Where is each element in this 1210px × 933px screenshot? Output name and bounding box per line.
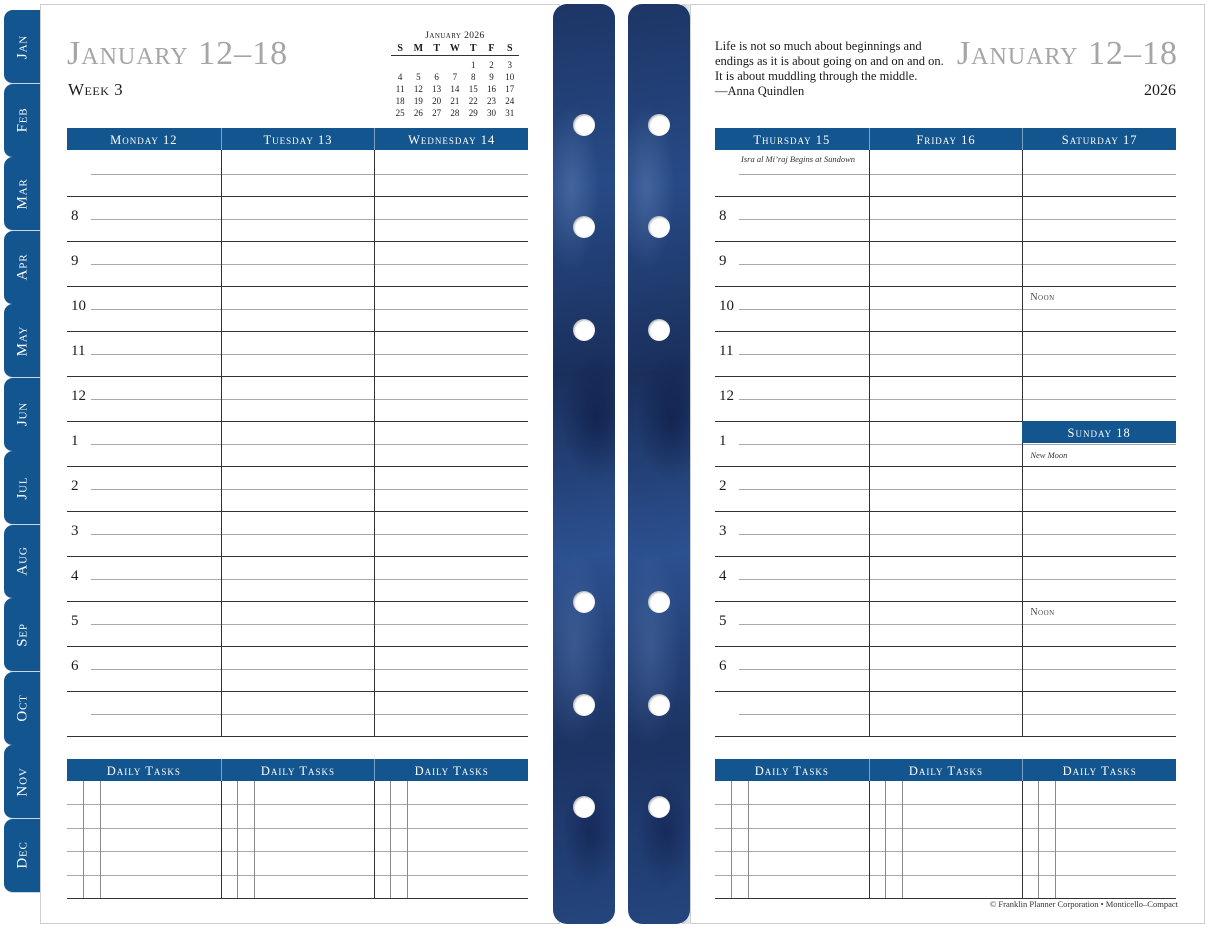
task-priority-line xyxy=(83,781,84,898)
day-header-sunday: Sunday 18 xyxy=(1022,421,1176,443)
mini-calendar-date xyxy=(391,59,409,71)
saturday-noon-label: Noon xyxy=(1030,292,1055,303)
half-hour-line xyxy=(91,354,221,355)
half-hour-line xyxy=(739,624,869,625)
month-tab-jul[interactable] xyxy=(4,451,42,525)
half-hour-line xyxy=(221,264,375,265)
half-hour-line xyxy=(221,354,375,355)
half-hour-line xyxy=(869,669,1023,670)
hour-line xyxy=(67,511,528,512)
hour-line xyxy=(715,556,1176,557)
mini-calendar xyxy=(391,31,519,119)
daily-tasks-header: Daily Tasks xyxy=(1022,759,1176,781)
mini-calendar-date: 27 xyxy=(432,108,442,118)
task-line xyxy=(67,804,528,805)
month-tab-label: Jan xyxy=(14,34,31,59)
binder-hole xyxy=(648,591,670,613)
mini-calendar-date: 19 xyxy=(413,96,423,106)
mini-calendar-date: 18 xyxy=(395,96,405,106)
hour-line xyxy=(715,241,1176,242)
half-hour-line xyxy=(1022,624,1176,625)
half-hour-line xyxy=(1022,444,1176,445)
month-tab-label: Apr xyxy=(14,253,31,281)
task-check-line xyxy=(902,781,903,898)
half-hour-line xyxy=(91,489,221,490)
half-hour-line xyxy=(91,624,221,625)
half-hour-line xyxy=(221,174,375,175)
task-check-line xyxy=(254,781,255,898)
half-hour-line xyxy=(869,399,1023,400)
hour-label: 11 xyxy=(719,343,734,359)
mini-calendar-date: 7 xyxy=(452,72,458,82)
half-hour-line xyxy=(91,669,221,670)
hour-line xyxy=(715,736,1176,737)
mini-calendar-date: 1 xyxy=(470,60,476,70)
half-hour-line xyxy=(91,264,221,265)
half-hour-line xyxy=(91,309,221,310)
binder-hole xyxy=(573,216,595,238)
half-hour-line xyxy=(1022,174,1176,175)
mini-calendar-date xyxy=(446,59,464,71)
left-schedule-grid xyxy=(67,128,528,738)
daily-tasks-header: Daily Tasks xyxy=(869,759,1023,781)
tasks-column-divider xyxy=(869,781,870,898)
mini-calendar-day-header: T xyxy=(469,43,477,54)
task-line xyxy=(67,828,528,829)
hour-line xyxy=(67,421,528,422)
binder-hole xyxy=(648,796,670,818)
mini-calendar-date: 24 xyxy=(505,96,515,106)
half-hour-line xyxy=(739,579,869,580)
half-hour-line xyxy=(374,534,528,535)
mini-calendar-date: 8 xyxy=(470,72,476,82)
binder-hole xyxy=(648,216,670,238)
binder-hole xyxy=(573,319,595,341)
hour-label: 6 xyxy=(719,658,727,674)
month-tab-label: Dec xyxy=(14,841,31,869)
mini-calendar-date: 10 xyxy=(505,72,515,82)
daily-tasks-header: Daily Tasks xyxy=(67,759,221,781)
mini-calendar-date: 12 xyxy=(413,84,423,94)
month-tab-oct[interactable] xyxy=(4,672,42,746)
mini-calendar-date: 13 xyxy=(432,84,442,94)
sunday-moon-note: New Moon xyxy=(1030,450,1068,460)
quote xyxy=(715,39,945,99)
half-hour-line xyxy=(374,219,528,220)
mini-calendar-date: 3 xyxy=(507,60,512,70)
hour-line xyxy=(715,646,1176,647)
task-line xyxy=(67,851,528,852)
hour-label: 6 xyxy=(71,658,79,674)
thursday-holiday-note: Isra al Mi’raj Begins at Sundown xyxy=(741,154,856,164)
half-hour-line xyxy=(869,174,1023,175)
month-tab-label: Sep xyxy=(14,622,31,647)
sunday-noon-label: Noon xyxy=(1030,607,1055,618)
half-hour-line xyxy=(869,534,1023,535)
hour-label: 12 xyxy=(719,388,734,404)
hour-label: 8 xyxy=(719,208,727,224)
day-header-monday: Monday 12 xyxy=(67,128,221,150)
mini-calendar-date: 6 xyxy=(434,72,439,82)
half-hour-line xyxy=(869,714,1023,715)
binder-hole xyxy=(573,591,595,613)
mini-calendar-date: 9 xyxy=(489,72,494,82)
half-hour-line xyxy=(1022,579,1176,580)
task-check-line xyxy=(407,781,408,898)
half-hour-line xyxy=(869,264,1023,265)
half-hour-line xyxy=(221,624,375,625)
half-hour-line xyxy=(739,489,869,490)
hour-label: 3 xyxy=(71,523,79,539)
month-tabs xyxy=(4,10,42,924)
month-tab-jun[interactable] xyxy=(4,378,42,452)
task-priority-line xyxy=(885,781,886,898)
right-schedule-grid xyxy=(715,128,1176,738)
hour-label: 10 xyxy=(71,298,86,314)
hour-label: 1 xyxy=(71,433,79,449)
half-hour-line xyxy=(739,714,869,715)
hour-line xyxy=(715,331,1176,332)
half-hour-line xyxy=(221,219,375,220)
column-divider xyxy=(221,150,222,737)
hour-line xyxy=(715,511,1176,512)
hour-label: 5 xyxy=(71,613,79,629)
month-tab-dec[interactable] xyxy=(4,819,42,893)
month-tab-apr[interactable] xyxy=(4,231,42,305)
mini-calendar-date: 15 xyxy=(468,84,478,94)
hour-label: 11 xyxy=(71,343,86,359)
mini-calendar-date: 22 xyxy=(468,96,478,106)
half-hour-line xyxy=(374,489,528,490)
year: 2026 xyxy=(1144,82,1176,99)
half-hour-line xyxy=(374,579,528,580)
binder-strip-right xyxy=(628,4,690,924)
hour-label: 9 xyxy=(719,253,727,269)
hour-label: 5 xyxy=(719,613,727,629)
hour-line xyxy=(67,646,528,647)
hour-line xyxy=(715,196,1176,197)
mini-calendar-date: 23 xyxy=(486,96,496,106)
tasks-column-divider xyxy=(1022,781,1023,898)
hour-line xyxy=(67,466,528,467)
half-hour-line xyxy=(1022,354,1176,355)
mini-calendar-week-row xyxy=(391,71,519,83)
task-check-line xyxy=(748,781,749,898)
half-hour-line xyxy=(739,354,869,355)
month-tab-aug[interactable] xyxy=(4,525,42,599)
mini-calendar-date: 29 xyxy=(468,108,478,118)
half-hour-line xyxy=(221,399,375,400)
hour-line xyxy=(67,286,528,287)
tasks-column-divider xyxy=(374,781,375,898)
right-page-title: January 12–18 xyxy=(956,35,1178,72)
hour-line xyxy=(67,331,528,332)
hour-label: 9 xyxy=(71,253,79,269)
month-tab-label: Aug xyxy=(14,546,31,576)
mini-calendar-date: 30 xyxy=(486,108,496,118)
hour-line xyxy=(715,376,1176,377)
half-hour-line xyxy=(739,264,869,265)
half-hour-line xyxy=(869,219,1023,220)
month-tab-label: Nov xyxy=(14,766,31,797)
day-header-tuesday: Tuesday 13 xyxy=(221,128,375,150)
hour-line xyxy=(67,736,528,737)
half-hour-line xyxy=(374,624,528,625)
mini-calendar-date xyxy=(409,59,427,71)
hour-line xyxy=(67,196,528,197)
half-hour-line xyxy=(221,579,375,580)
day-header-wednesday: Wednesday 14 xyxy=(374,128,528,150)
half-hour-line xyxy=(739,219,869,220)
daily-tasks-header: Daily Tasks xyxy=(715,759,869,781)
month-tab-nov[interactable] xyxy=(4,745,42,819)
hour-label: 8 xyxy=(71,208,79,224)
half-hour-line xyxy=(869,579,1023,580)
mini-calendar-date: 4 xyxy=(397,72,403,82)
task-priority-line xyxy=(731,781,732,898)
mini-calendar-week-row xyxy=(391,107,519,119)
half-hour-line xyxy=(374,669,528,670)
task-line xyxy=(67,875,528,876)
day-header-saturday: Saturday 17 xyxy=(1022,128,1176,150)
task-line xyxy=(715,851,1176,852)
mini-calendar-date: 31 xyxy=(505,108,515,118)
hour-line xyxy=(67,241,528,242)
binder-hole xyxy=(573,694,595,716)
half-hour-line xyxy=(869,309,1023,310)
half-hour-line xyxy=(91,579,221,580)
right-daily-tasks xyxy=(715,759,1176,899)
half-hour-line xyxy=(739,309,869,310)
half-hour-line xyxy=(374,714,528,715)
task-line xyxy=(715,875,1176,876)
daily-tasks-header: Daily Tasks xyxy=(221,759,375,781)
hour-line xyxy=(67,556,528,557)
half-hour-line xyxy=(1022,264,1176,265)
mini-calendar-day-header: F xyxy=(488,43,495,54)
hour-line xyxy=(67,376,528,377)
month-tab-label: Jul xyxy=(14,476,31,499)
mini-calendar-date: 25 xyxy=(395,108,405,118)
half-hour-line xyxy=(91,444,221,445)
half-hour-line xyxy=(869,624,1023,625)
task-line xyxy=(67,898,528,899)
month-tab-jan[interactable] xyxy=(4,10,42,84)
mini-calendar-day-header: W xyxy=(449,43,460,54)
half-hour-line xyxy=(91,399,221,400)
half-hour-line xyxy=(1022,399,1176,400)
task-priority-line xyxy=(237,781,238,898)
task-priority-line xyxy=(390,781,391,898)
mini-calendar-date: 21 xyxy=(450,96,460,106)
half-hour-line xyxy=(374,354,528,355)
mini-calendar-day-headers xyxy=(391,43,519,56)
quote-text: Life is not so much about beginnings and endings as it is about going on and on and on. It is about muddling through the middle. xyxy=(715,39,944,83)
hour-label: 12 xyxy=(71,388,86,404)
mini-calendar-week-row xyxy=(391,95,519,107)
half-hour-line xyxy=(374,444,528,445)
day-header-thursday: Thursday 15 xyxy=(715,128,869,150)
mini-calendar-date: 11 xyxy=(395,84,405,94)
daily-tasks-header: Daily Tasks xyxy=(374,759,528,781)
half-hour-line xyxy=(1022,309,1176,310)
mini-calendar-date: 28 xyxy=(450,108,460,118)
month-tab-label: Feb xyxy=(14,107,31,133)
mini-calendar-date: 20 xyxy=(432,96,442,106)
hour-label: 10 xyxy=(719,298,734,314)
half-hour-line xyxy=(739,669,869,670)
half-hour-line xyxy=(91,174,221,175)
hour-line xyxy=(715,601,1176,602)
day-header-friday: Friday 16 xyxy=(869,128,1023,150)
half-hour-line xyxy=(1022,534,1176,535)
quote-author: —Anna Quindlen xyxy=(715,84,805,98)
month-tab-label: May xyxy=(14,325,31,356)
week-number: Week 3 xyxy=(68,80,124,99)
half-hour-line xyxy=(91,534,221,535)
month-tab-label: Oct xyxy=(14,694,31,722)
half-hour-line xyxy=(869,489,1023,490)
binder-hole xyxy=(573,114,595,136)
task-check-line xyxy=(1055,781,1056,898)
hour-label: 3 xyxy=(719,523,727,539)
mini-calendar-date xyxy=(428,59,446,71)
task-line xyxy=(715,828,1176,829)
hour-line xyxy=(67,601,528,602)
mini-calendar-date: 26 xyxy=(413,108,423,118)
half-hour-line xyxy=(221,444,375,445)
mini-calendar-day-header: S xyxy=(506,43,513,54)
mini-calendar-date: 5 xyxy=(416,72,421,82)
mini-calendar-date: 2 xyxy=(489,60,494,70)
month-tab-label: Mar xyxy=(14,177,31,210)
half-hour-line xyxy=(221,714,375,715)
half-hour-line xyxy=(91,219,221,220)
hour-line xyxy=(67,691,528,692)
hour-label: 2 xyxy=(71,478,79,494)
left-daily-tasks xyxy=(67,759,528,899)
mini-calendar-dates xyxy=(391,59,519,119)
hour-label: 4 xyxy=(71,568,79,584)
binder-hole xyxy=(648,114,670,136)
footer-copyright: © Franklin Planner Corporation • Monticello–Compact xyxy=(989,899,1178,909)
column-divider xyxy=(869,150,870,737)
mini-calendar-title: January 2026 xyxy=(425,31,485,41)
half-hour-line xyxy=(739,399,869,400)
half-hour-line xyxy=(221,669,375,670)
half-hour-line xyxy=(739,534,869,535)
mini-calendar-week-row xyxy=(391,59,519,71)
hour-line xyxy=(715,691,1176,692)
month-tab-may[interactable] xyxy=(4,304,42,378)
half-hour-line xyxy=(221,309,375,310)
mini-calendar-day-header: S xyxy=(397,43,403,54)
task-priority-line xyxy=(1038,781,1039,898)
mini-calendar-day-header: T xyxy=(433,43,440,54)
column-divider xyxy=(374,150,375,737)
left-page-title: January 12–18 xyxy=(67,35,289,72)
hour-label: 1 xyxy=(719,433,727,449)
half-hour-line xyxy=(869,354,1023,355)
half-hour-line xyxy=(374,264,528,265)
hour-line xyxy=(715,286,1176,287)
month-tab-sep[interactable] xyxy=(4,598,42,672)
binder-hole xyxy=(648,694,670,716)
binder-hole xyxy=(648,319,670,341)
half-hour-line xyxy=(221,489,375,490)
half-hour-line xyxy=(739,444,869,445)
hour-label: 4 xyxy=(719,568,727,584)
half-hour-line xyxy=(1022,714,1176,715)
mini-calendar-date: 17 xyxy=(505,84,515,94)
mini-calendar-date: 14 xyxy=(450,84,460,94)
mini-calendar-date: 16 xyxy=(486,84,496,94)
hour-label: 2 xyxy=(719,478,727,494)
half-hour-line xyxy=(1022,219,1176,220)
mini-calendar-day-header: M xyxy=(413,43,424,54)
hour-line xyxy=(715,466,1176,467)
right-page xyxy=(690,4,1205,924)
half-hour-line xyxy=(221,534,375,535)
tasks-column-divider xyxy=(221,781,222,898)
task-line xyxy=(715,804,1176,805)
half-hour-line xyxy=(869,444,1023,445)
left-page xyxy=(40,4,560,924)
month-tab-label: Jun xyxy=(14,401,31,427)
half-hour-line xyxy=(1022,669,1176,670)
binder-hole xyxy=(573,796,595,818)
column-divider xyxy=(1022,150,1023,737)
half-hour-line xyxy=(739,174,869,175)
month-tab-feb[interactable] xyxy=(4,84,42,158)
half-hour-line xyxy=(91,714,221,715)
half-hour-line xyxy=(374,174,528,175)
half-hour-line xyxy=(374,399,528,400)
month-tab-mar[interactable] xyxy=(4,157,42,231)
task-check-line xyxy=(100,781,101,898)
binder-strip-left xyxy=(553,4,615,924)
half-hour-line xyxy=(1022,489,1176,490)
mini-calendar-week-row xyxy=(391,83,519,95)
half-hour-line xyxy=(374,309,528,310)
